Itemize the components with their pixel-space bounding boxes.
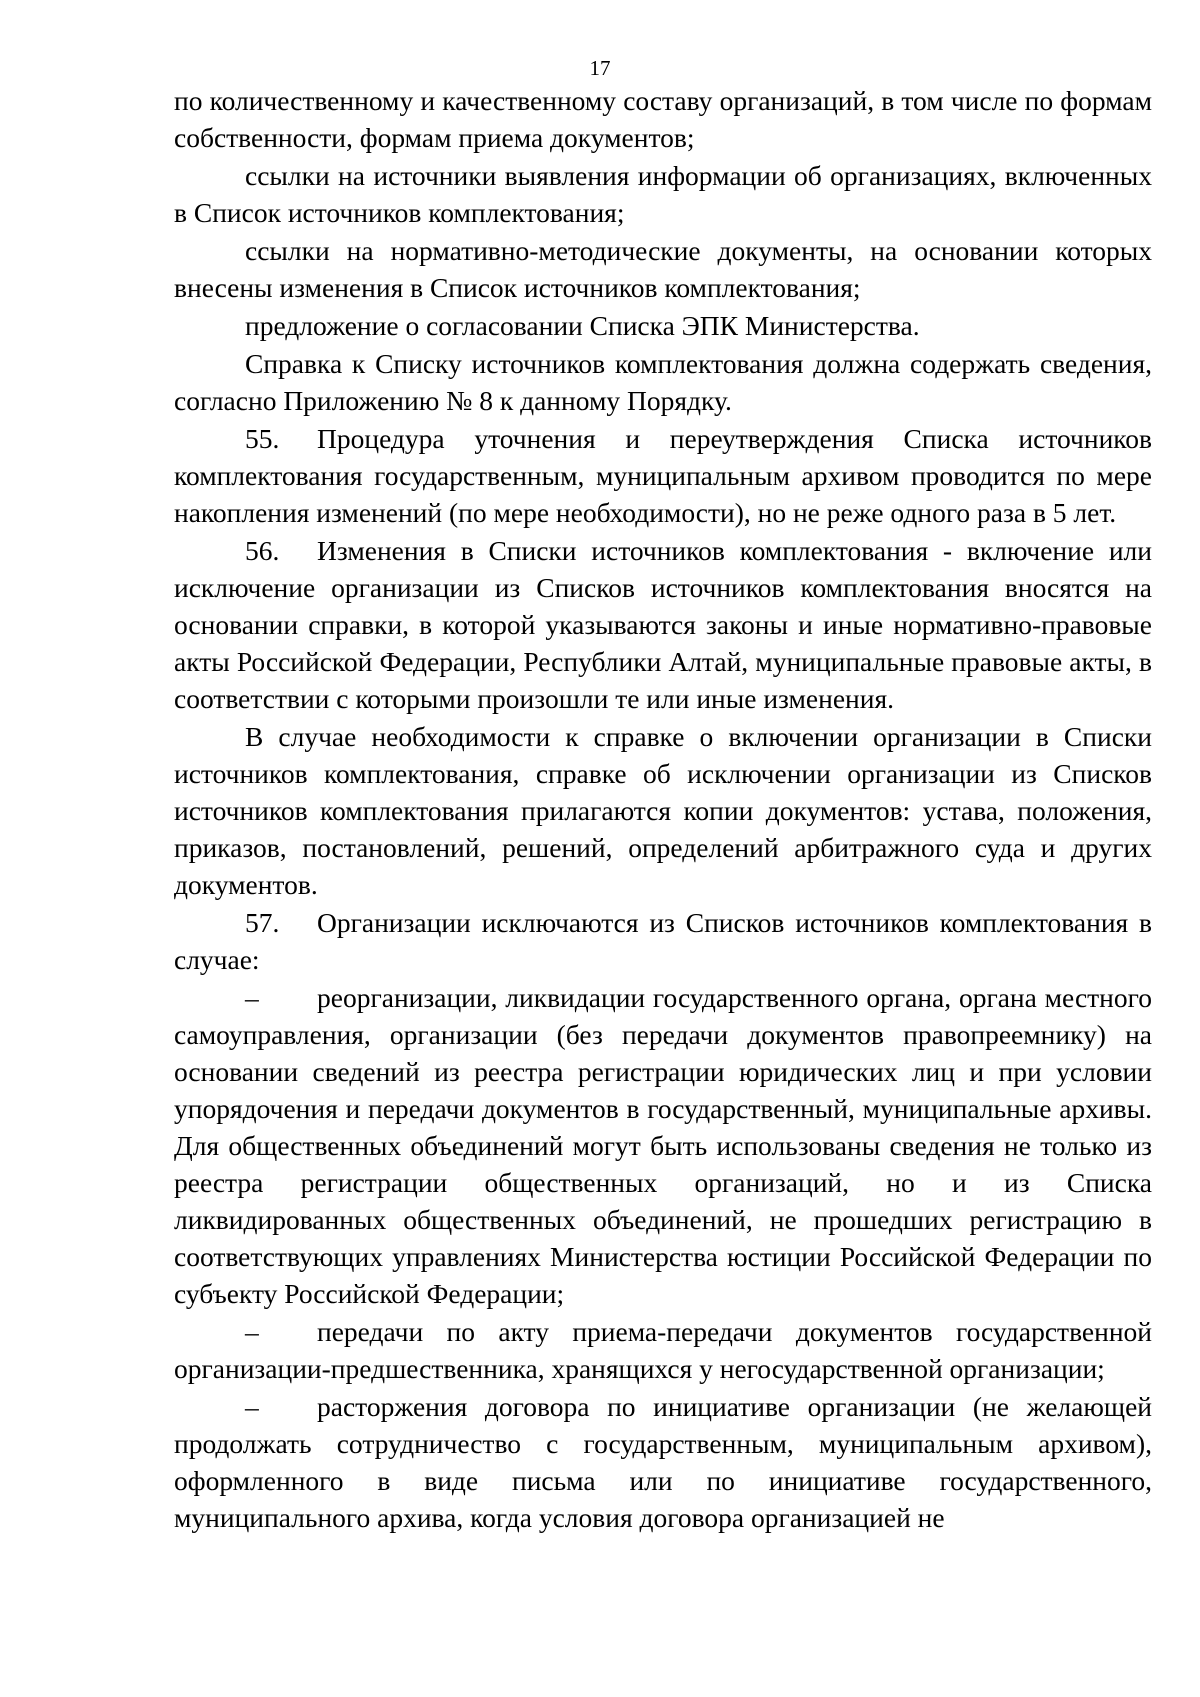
dash-list-item [174,1313,1152,1387]
numbered-paragraph-57 [174,904,1152,978]
paragraph-text: Справка к Списку источников комплектования должна содержать сведения, согласно Приложению № 8 к данному Порядку. [174,348,1152,416]
paragraph-number: 56. [245,535,280,566]
paragraph [174,157,1152,231]
dash-bullet: – [245,982,259,1013]
paragraph-text: В случае необходимости к справке о включении организации в Списки источников комплектования, справке об исключении организации из Списков источников комплектования прилагаются копии документов: устава, положения, приказов, постановлений, решений, определений арбитражного суда и других документов. [174,721,1152,900]
paragraph-text: Изменения в Списки источников комплектования - включение или исключение организации из Списков источников комплектования вносятся на основании справки, в которой указываются законы и иные нормативно-правовые акты Российской Федерации, Республики Алтай, муниципальные правовые акты, в соответствии с которыми произошли те или иные изменения. [174,535,1152,714]
paragraph-continuation [174,82,1152,156]
paragraph-text: предложение о согласовании Списка ЭПК Министерства. [245,310,920,341]
paragraph [174,345,1152,419]
paragraph [174,307,1152,344]
page-number: 17 [589,56,611,80]
paragraph-number: 55. [245,423,280,454]
dash-bullet: – [245,1391,259,1422]
paragraph-text: ссылки на нормативно-методические документы, на основании которых внесены изменения в Список источников комплектования; [174,235,1152,303]
dash-list-item [174,979,1152,1312]
numbered-paragraph-55 [174,420,1152,531]
paragraph-number: 57. [245,907,280,938]
dash-list-item [174,1388,1152,1536]
paragraph [174,232,1152,306]
paragraph-text: ссылки на источники выявления информации об организациях, включенных в Список источников комплектования; [174,160,1152,228]
paragraph-text: Организации исключаются из Списков источников комплектования в случае: [174,907,1152,975]
list-item-text: передачи по акту приема-передачи документов государственной организации-предшественника, хранящихся у негосударственной организации; [174,1316,1152,1384]
list-item-text: расторжения договора по инициативе организации (не желающей продолжать сотрудничество с государственным, муниципальным архивом), оформленного в виде письма или по инициативе государственного, муниципального архива, когда условия договора организацией не [174,1391,1152,1533]
document-body [174,82,1152,1536]
numbered-paragraph-56 [174,532,1152,717]
dash-bullet: – [245,1316,259,1347]
paragraph [174,718,1152,903]
paragraph-text: по количественному и качественному составу организаций, в том числе по формам собственности, формам приема документов; [174,85,1152,153]
paragraph-text: Процедура уточнения и переутверждения Списка источников комплектования государственным, муниципальным архивом проводится по мере накопления изменений (по мере необходимости), но не реже одного раза в 5 лет. [174,423,1152,528]
list-item-text: реорганизации, ликвидации государственного органа, органа местного самоуправления, организации (без передачи документов правопреемнику) на основании сведений из реестра регистрации юридических лиц и при условии упорядочения и передачи документов в государственный, муниципальные архивы. Для общественных объединений могут быть использованы сведения не только из реестра регистрации общественных организаций, но и из Списка ликвидированных общественных объединений, не прошедших регистрацию в соответствующих управлениях Министерства юстиции Российской Федерации по субъекту Российской Федерации; [174,982,1152,1309]
